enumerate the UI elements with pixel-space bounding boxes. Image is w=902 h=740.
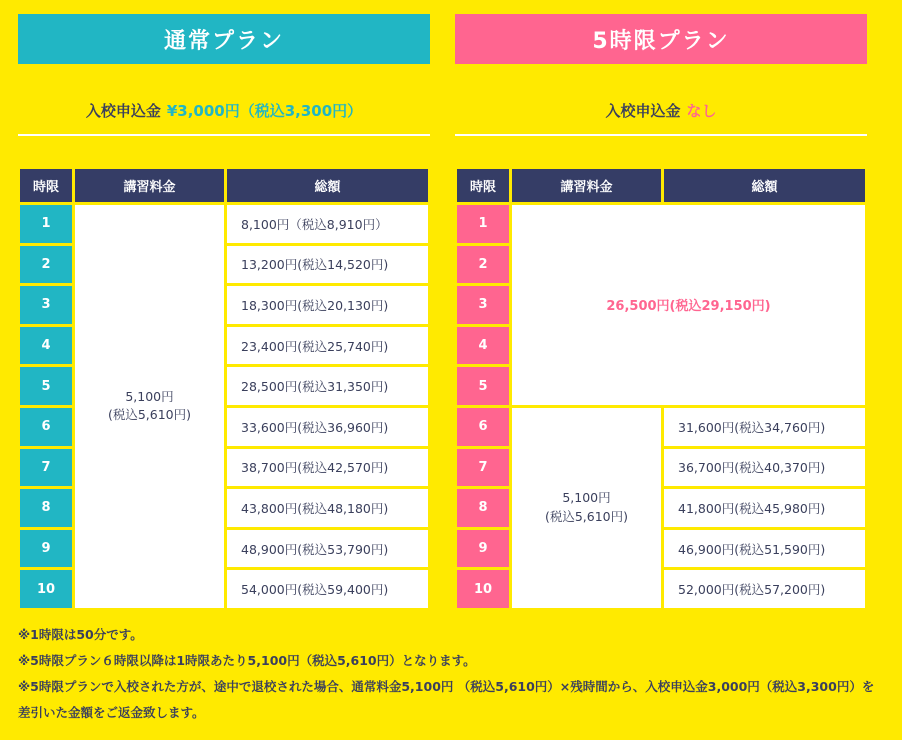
five-plan-table [454, 166, 868, 611]
table-row [457, 205, 865, 243]
column-header-hour: 時限 [457, 169, 509, 202]
hour-cell: 10 [20, 570, 72, 608]
hour-cell: 7 [20, 449, 72, 487]
five-entrance-fee [455, 100, 867, 136]
table-row [20, 205, 428, 243]
hour-cell: 3 [457, 286, 509, 324]
total-cell: 33,600円(税込36,960円) [227, 408, 428, 446]
lesson-fee-cell [512, 408, 661, 608]
column-header-hour: 時限 [20, 169, 72, 202]
normal-plan-header [18, 14, 430, 64]
hour-cell: 8 [457, 489, 509, 527]
lesson-fee-price: 5,100円 [125, 388, 174, 404]
hour-cell: 2 [20, 246, 72, 284]
hour-cell: 3 [20, 286, 72, 324]
note-item: ※5時限プラン６時限以降は1時限あたり5,100円（税込5,610円）となります。 [18, 653, 476, 668]
total-cell: 31,600円(税込34,760円) [664, 408, 865, 446]
table-header-row [20, 169, 428, 202]
total-cell: 36,700円(税込40,370円) [664, 449, 865, 487]
column-header-lesson-fee: 講習料金 [512, 169, 661, 202]
hour-cell: 6 [457, 408, 509, 446]
lesson-fee-tax: (税込5,610円) [544, 508, 629, 524]
lesson-fee-price: 5,100円 [562, 490, 611, 506]
hour-cell: 1 [457, 205, 509, 243]
hour-cell: 5 [20, 367, 72, 405]
flat-total-cell: 26,500円(税込29,150円) [512, 205, 865, 405]
hour-cell: 9 [457, 530, 509, 568]
normal-fee-label: 入校申込金 [85, 102, 161, 120]
normal-plan-table [17, 166, 431, 611]
normal-fee-value: ¥3,000円（税込3,300円） [166, 102, 363, 120]
five-plan-title: 5時限プラン [592, 28, 730, 54]
total-cell: 23,400円(税込25,740円) [227, 327, 428, 365]
hour-cell: 6 [20, 408, 72, 446]
total-cell: 18,300円(税込20,130円) [227, 286, 428, 324]
hour-cell: 5 [457, 367, 509, 405]
normal-plan-title: 通常プラン [163, 28, 284, 54]
total-cell: 43,800円(税込48,180円) [227, 489, 428, 527]
normal-entrance-fee [18, 100, 430, 136]
total-cell: 46,900円(税込51,590円) [664, 530, 865, 568]
hour-cell: 9 [20, 530, 72, 568]
note-item: ※1時限は50分です。 [18, 627, 143, 642]
total-cell: 41,800円(税込45,980円) [664, 489, 865, 527]
total-cell: 8,100円（税込8,910円） [227, 205, 428, 243]
hour-cell: 8 [20, 489, 72, 527]
notes [18, 622, 886, 726]
column-header-total: 総額 [227, 169, 428, 202]
note-item: ※5時限プランで入校された方が、途中で退校された場合、通常料金5,100円 （税込5,610円）×残時間から、入校申込金3,000円（税込3,300円）を差引いた金額をご返金致します。 [18, 679, 875, 720]
column-header-total: 総額 [664, 169, 865, 202]
hour-cell: 10 [457, 570, 509, 608]
hour-cell: 1 [20, 205, 72, 243]
lesson-fee-cell [75, 205, 224, 608]
five-plan-header [455, 14, 867, 64]
total-cell: 54,000円(税込59,400円) [227, 570, 428, 608]
total-cell: 48,900円(税込53,790円) [227, 530, 428, 568]
hour-cell: 4 [20, 327, 72, 365]
table-row [457, 408, 865, 446]
lesson-fee-tax: (税込5,610円) [107, 407, 192, 423]
total-cell: 38,700円(税込42,570円) [227, 449, 428, 487]
column-header-lesson-fee: 講習料金 [75, 169, 224, 202]
total-cell: 52,000円(税込57,200円) [664, 570, 865, 608]
total-cell: 28,500円(税込31,350円) [227, 367, 428, 405]
hour-cell: 7 [457, 449, 509, 487]
hour-cell: 2 [457, 246, 509, 284]
table-header-row [457, 169, 865, 202]
five-fee-value: なし [686, 102, 717, 120]
total-cell: 13,200円(税込14,520円) [227, 246, 428, 284]
five-fee-label: 入校申込金 [605, 102, 681, 120]
hour-cell: 4 [457, 327, 509, 365]
